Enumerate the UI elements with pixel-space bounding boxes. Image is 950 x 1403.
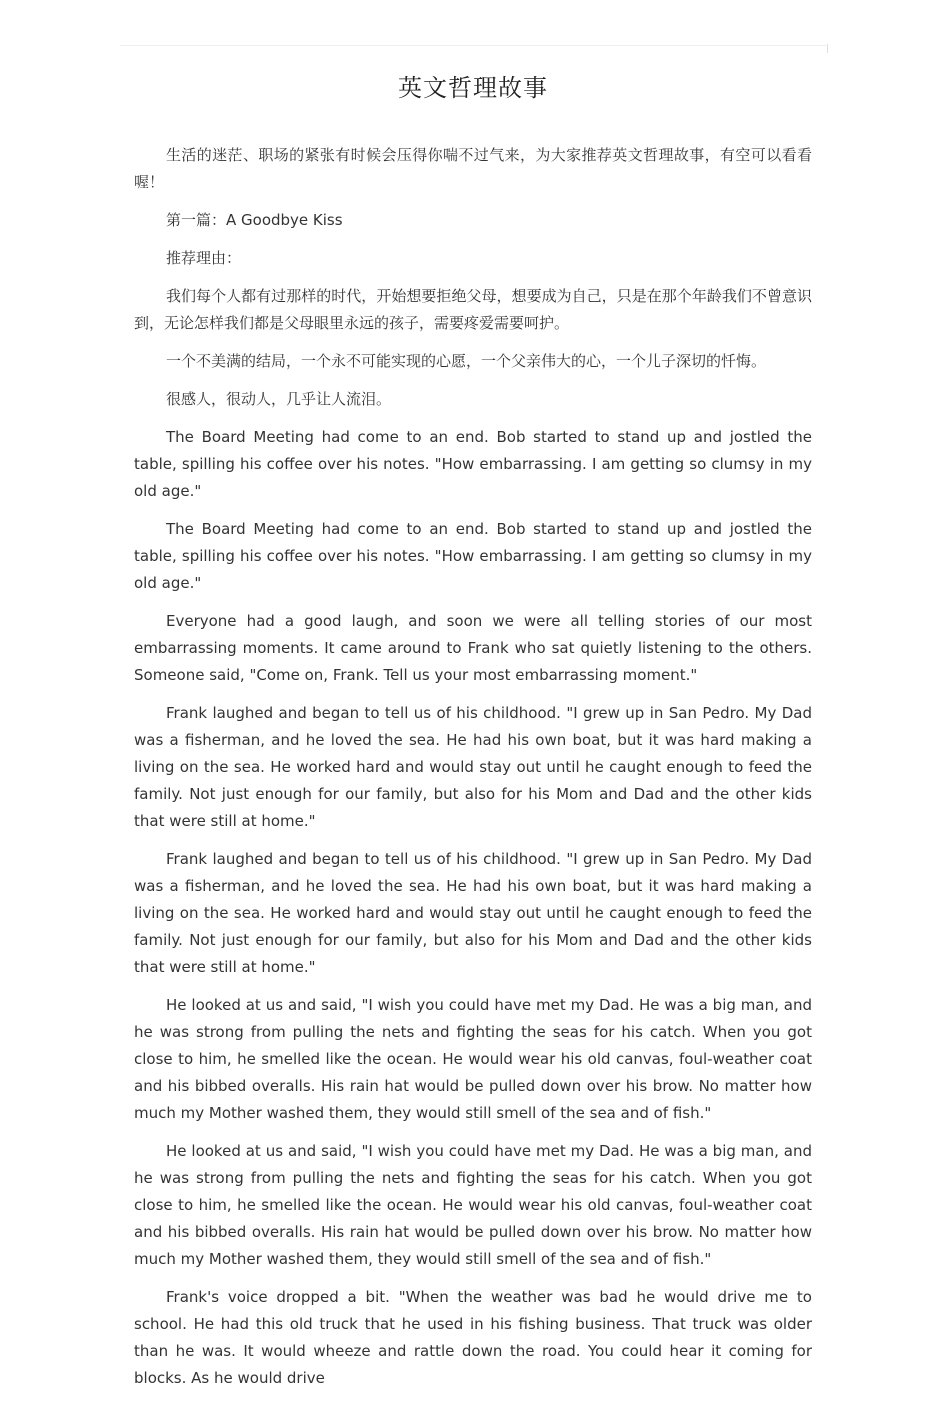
paragraph-story: He looked at us and said, "I wish you could have met my Dad. He was a big man, and he was strong from pulling the nets and fighting the seas for his catch. When you got close to him, he smelled like the ocean. He would wear his old canvas, foul-weather coat and his bibbed overalls. His rain hat would be pulled down over his brow. No matter how much my Mother washed them, they would still smell of the sea and of fish." bbox=[134, 996, 812, 1122]
document-body bbox=[134, 142, 812, 1392]
corner-mark bbox=[827, 44, 828, 53]
paragraph-story: Frank laughed and began to tell us of his childhood. "I grew up in San Pedro. My Dad was a fisherman, and he loved the sea. He had his own boat, but it was hard making a living on the sea. He worked hard and would stay out until he caught enough to feed the family. Not just enough for our family, but also for his Mom and Dad and the other kids that were still at home." bbox=[134, 850, 812, 976]
paragraph-touching: 很感人，很动人，几乎让人流泪。 bbox=[166, 390, 392, 408]
document-title: 英文哲理故事 bbox=[398, 74, 548, 102]
paragraph-story: The Board Meeting had come to an end. Bob started to stand up and jostled the table, spilling his coffee over his notes. "How embarrassing. I am getting so clumsy in my old age." bbox=[134, 520, 812, 592]
paragraph-story: The Board Meeting had come to an end. Bob started to stand up and jostled the table, spilling his coffee over his notes. "How embarrassing. I am getting so clumsy in my old age." bbox=[134, 428, 812, 500]
paragraph-recommend-reason: 我们每个人都有过那样的时代，开始想要拒绝父母，想要成为自己，只是在那个年龄我们不曾意识到，无论怎样我们都是父母眼里永远的孩子，需要疼爱需要呵护。 bbox=[134, 287, 812, 332]
document-page bbox=[134, 0, 812, 1403]
paragraph-story: He looked at us and said, "I wish you could have met my Dad. He was a big man, and he was strong from pulling the nets and fighting the seas for his catch. When you got close to him, he smelled like the ocean. He would wear his old canvas, foul-weather coat and his bibbed overalls. His rain hat would be pulled down over his brow. No matter how much my Mother washed them, they would still smell of the sea and of fish." bbox=[134, 1142, 812, 1268]
paragraph-intro: 生活的迷茫、职场的紧张有时候会压得你喘不过气来，为大家推荐英文哲理故事，有空可以看看喔！ bbox=[134, 146, 812, 191]
paragraph-recommend-label: 推荐理由： bbox=[166, 249, 242, 267]
paragraph-story: Frank's voice dropped a bit. "When the weather was bad he would drive me to school. He had this old truck that he used in his fishing business. That truck was older than he was. It would wheeze and rattle down the road. You could hear it coming for blocks. As he would drive bbox=[134, 1288, 812, 1387]
paragraph-story: Everyone had a good laugh, and soon we were all telling stories of our most embarrassing moments. It came around to Frank who sat quietly listening to the others. Someone said, "Come on, Frank. Tell us your most embarrassing moment." bbox=[134, 612, 812, 684]
paragraph-story: Frank laughed and began to tell us of his childhood. "I grew up in San Pedro. My Dad was a fisherman, and he loved the sea. He had his own boat, but it was hard making a living on the sea. He worked hard and would stay out until he caught enough to feed the family. Not just enough for our family, but also for his Mom and Dad and the other kids that were still at home." bbox=[134, 704, 812, 830]
paragraph-summary: 一个不美满的结局，一个永不可能实现的心愿，一个父亲伟大的心，一个儿子深切的忏悔。 bbox=[166, 352, 767, 370]
paragraph-chapter-heading: 第一篇：A Goodbye Kiss bbox=[166, 211, 343, 229]
